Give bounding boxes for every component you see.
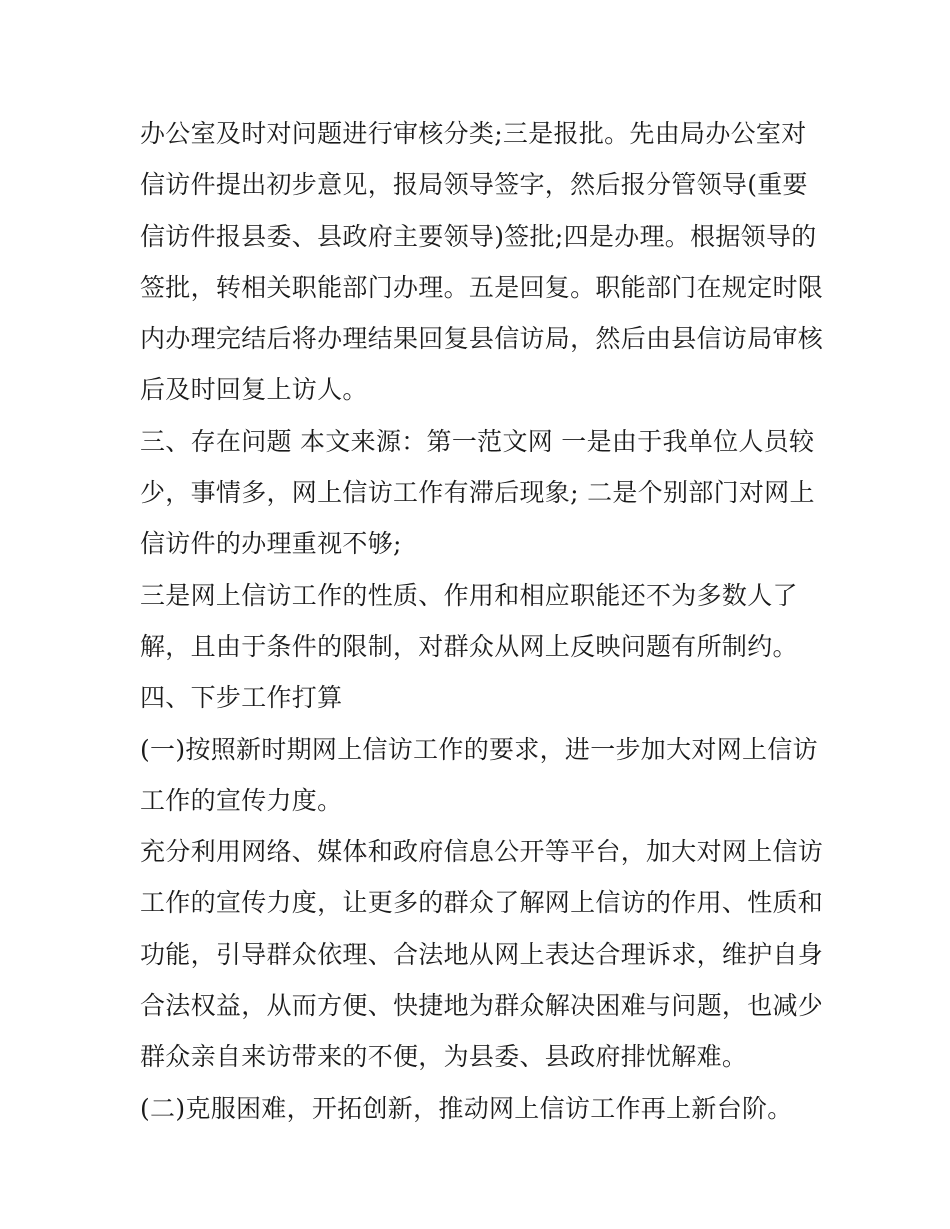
text-line: 工作的宣传力度。 xyxy=(140,785,343,815)
section-heading-next-steps: 四、下步工作打算 xyxy=(140,683,343,713)
text-line: 签批，转相关职能部门办理。五是回复。职能部门在规定时限 xyxy=(140,272,824,302)
text-line: 三是网上信访工作的性质、作用和相应职能还不为多数人了 xyxy=(140,580,798,610)
section-heading-issues: 三、存在问题 本文来源：第一范文网 一是由于我单位人员较 xyxy=(140,426,815,456)
text-line: 合法权益，从而方便、快捷地为群众解决困难与问题，也减少 xyxy=(140,991,824,1021)
text-line: 后及时回复上访人。 xyxy=(140,375,368,405)
subheading-two: (二)克服困难，开拓创新，推动网上信访工作再上新台阶。 xyxy=(140,1093,793,1123)
text-line: 充分利用网络、媒体和政府信息公开等平台，加大对网上信访 xyxy=(140,837,824,867)
text-line: 内办理完结后将办理结果回复县信访局，然后由县信访局审核 xyxy=(140,324,824,354)
text-line: 信访件的办理重视不够; xyxy=(140,529,402,559)
text-line: 解，且由于条件的限制，对群众从网上反映问题有所制约。 xyxy=(140,631,798,661)
text-line: 少，事情多，网上信访工作有滞后现象; 二是个别部门对网上 xyxy=(140,478,815,508)
text-line: 信访件提出初步意见，报局领导签字，然后报分管领导(重要 xyxy=(140,170,808,200)
document-body xyxy=(140,108,824,1134)
text-line: 信访件报县委、县政府主要领导)签批;四是办理。根据领导的 xyxy=(140,221,817,251)
text-line: 群众亲自来访带来的不便，为县委、县政府排忧解难。 xyxy=(140,1042,748,1072)
text-line: 工作的宣传力度，让更多的群众了解网上信访的作用、性质和 xyxy=(140,888,824,918)
text-line: 功能，引导群众依理、合法地从网上表达合理诉求，维护自身 xyxy=(140,939,824,969)
text-line: 办公室及时对问题进行审核分类;三是报批。先由局办公室对 xyxy=(140,119,807,148)
subheading-one: (一)按照新时期网上信访工作的要求，进一步加大对网上信访 xyxy=(140,734,818,764)
